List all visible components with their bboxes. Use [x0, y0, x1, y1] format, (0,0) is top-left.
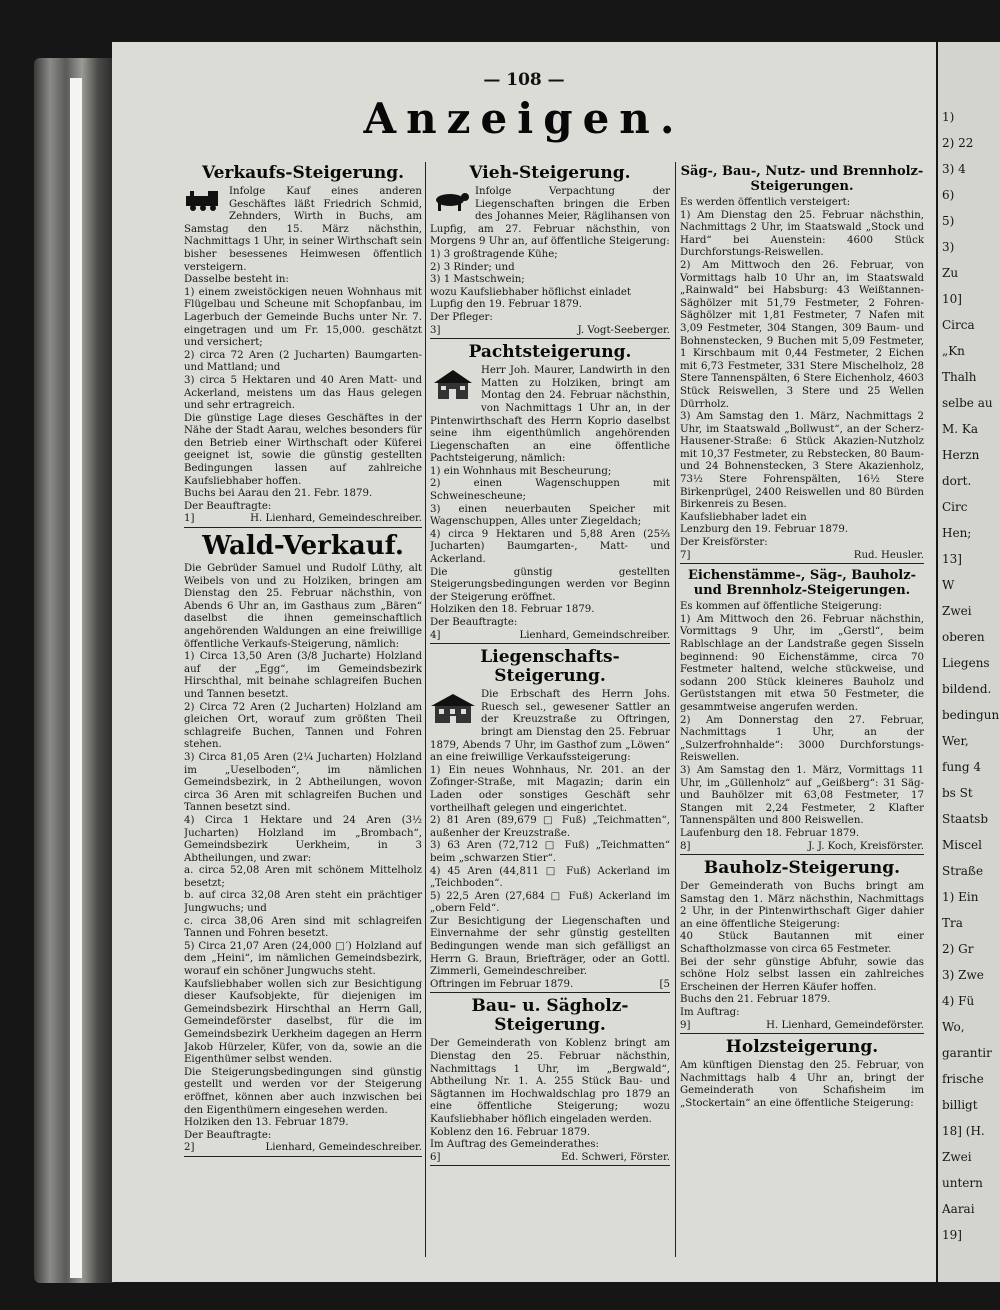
ad-body: Infolge Verpachtung der Liegenschaften bringen die Erben des Johannes Meier, Räglihansen von Lupfig, am 27. Februar nächsthin, von Morgens 9 Uhr an, auf öffentliche Steigerung: 1) 3 großtragende Kühe; 2) 3 Rinder; und 3) 1 Mastschwein; wozu Kaufsliebhaber höflichst einladet Lupfig den 19. Februar 1879. Der Pfleger:: [430, 186, 670, 323]
ad-body: Die Erbschaft des Herrn Johs. Ruesch sel., gewesener Sattler an der Kreuzstraße zu Oftringen, bringt am Dienstag den 25. Februar 1879, Abends 7 Uhr, im Gasthof zum „Löwen“ an eine freiwillige Verkaufssteigerung: 1) Ein neues Wohnhaus, Nr. 201. an der Zofinger-Straße, mit Magazin; darin ein Laden oder sonstiges Geschäft sehr vortheilhaft gelegen und eingerichtet. 2) 81 Aren (89,679 □ Fuß) „Teichmatten“, außenher der Kreuzstraße. 3) 63 Aren (72,712 □ Fuß) „Teichmatten“ beim „schwarzen Stier“. 4) 45 Aren (44,811 □ Fuß) Ackerland im „Teichboden“. 5) 22,5 Aren (27,684 □ Fuß) Ackerland im „obern Feld“. Zur Besichtigung der Liegenschaften und Einvernahme der sehr günstig gestellten Bedingungen wende man sich gefälligst an Herrn G. Braun, Briefträger, oder an Gottl. Zimmerli, Gemeindeschreiber.: [430, 689, 670, 978]
ad-body: Es kommen auf öffentliche Steigerung: 1) Am Mittwoch den 26. Februar nächsthin, Vormittags 9 Uhr, im „Gerstl“, beim Rablschlage an der Landstraße gegen Sisseln beginnend: 90 Eichenstämme, circa 70 Festmeter haltend, welche stückweise, und sodann 200 Stück kleineres Bauholz und Gerüststangen mit etwa 50 Festmeter, die gesammtweise angerufen werden. 2) Am Donnerstag den 27. Februar, Nachmittags 1 Uhr, an der „Sulzerfrohnhalde“: 3000 Durchforstungs-Reiswellen. 3) Am Samstag den 1. März, Vormittags 11 Uhr, im „Güllenholz“ auf „Geißberg“: 31 Säg- und Bauhölzer mit 63,08 Festmeter, 17 Stangen mit 2,24 Festmeter, 2 Klafter Tannenspälten und 800 Reiswellen. Laufenburg den 18. Februar 1879.: [680, 601, 924, 839]
next-page-fragment: 5): [942, 214, 955, 228]
next-page-fragment: Miscel: [942, 838, 982, 852]
ad-number: 7]: [680, 549, 691, 561]
ad-signature: H. Lienhard, Gemeindeschreiber.: [250, 513, 422, 525]
next-page-fragment: Staatsb: [942, 812, 989, 826]
advertisement: [430, 164, 670, 339]
next-page-fragment: untern: [942, 1176, 983, 1190]
ad-footer: [184, 513, 422, 528]
ad-body: Infolge Kauf eines anderen Geschäftes läßt Friedrich Schmid, Zehnders, Wirth in Buchs, am Samstag den 15. März nächsthin, Nachmittags 1 Uhr, in seiner Wirthschaft sein bisher besessenes Heimwesen öffentlich versteigern. Dasselbe besteht in: 1) einem zweistöckigen neuen Wohnhaus mit Flügelbau und Scheune mit Schopfanbau, im Lagerbuch der Gemeinde Buchs unter Nr. 7. eingetragen und um Fr. 15,000. geschätzt und versichert; 2) circa 72 Aren (2 Jucharten) Baumgarten- und Mattland; und 3) circa 5 Hektaren und 40 Aren Matt- und Ackerland, meistens um das Haus gelegen und sehr ertragreich. Die günstige Lage dieses Geschäftes in der Nähe der Stadt Aarau, welches besonders für den Betrieb einer Wirthschaft oder Küferei geeignet ist, sowie die günstig gestellten Bedingungen lassen auf zahlreiche Kaufsliebhaber hoffen. Buchs bei Aarau den 21. Febr. 1879. Der Beauftragte:: [184, 186, 422, 512]
next-page-fragment: 2) 22: [942, 136, 974, 150]
next-page-fragment: Tra: [942, 916, 963, 930]
ad-column-3: [680, 160, 924, 1255]
next-page-fragment: 1): [942, 110, 955, 124]
next-page-fragment: 10]: [942, 292, 962, 306]
next-page-fragment: Liegens: [942, 656, 990, 670]
ad-column-1: [184, 160, 422, 1255]
next-page-fragment: Thalh: [942, 370, 977, 384]
ad-title: Säg-, Bau-, Nutz- und Brennholz-Steigerungen.: [680, 164, 924, 194]
next-page-fragment: garantir: [942, 1046, 992, 1060]
ad-body: Herr Joh. Maurer, Landwirth in den Matten zu Holziken, bringt am Montag den 24. Februar nächsthin, von Nachmittags 1 Uhr an, in der Pintenwirthschaft des Herrn Koprio daselbst seine ihm eigenthümlich angehörenden Liegenschaften an eine öffentliche Pachtsteigerung, nämlich: 1) ein Wohnhaus mit Bescheurung; 2) einen Wagenschuppen mit Schweinescheune; 3) einen neuerbauten Speicher mit Wagenschuppen, Alles unter Ziegeldach; 4) circa 9 Hektaren und 5,88 Aren (25⅔ Jucharten) Baumgarten-, Matt- und Ackerland. Die günstig gestellten Steigerungsbedingungen werden vor Beginn der Steigerung eröffnet. Holziken den 18. Februar 1879. Der Beauftragte:: [430, 365, 670, 628]
ad-footer: [184, 1142, 422, 1157]
next-page-fragment: Zwei: [942, 1150, 972, 1164]
ad-number: Oftringen im Februar 1879.: [430, 978, 574, 990]
next-page-fragment: 3) 4: [942, 162, 966, 176]
next-page-fragment: Wer,: [942, 734, 969, 748]
ad-footer: [680, 550, 924, 565]
next-page-fragment: 1) Ein: [942, 890, 979, 904]
ad-number: 9]: [680, 1019, 691, 1031]
newspaper-page: [112, 42, 936, 1282]
ad-title: Bau- u. Sägholz-Steigerung.: [471, 996, 629, 1036]
next-page-fragment: billigt: [942, 1098, 978, 1112]
ad-title: Verkaufs-Steigerung.: [201, 163, 405, 183]
next-page-fragment: 3) Zwe: [942, 968, 984, 982]
bookmark-ribbon: [70, 78, 82, 1278]
page-headline: Anzeigen.: [363, 94, 685, 143]
ad-body: Die Gebrüder Samuel und Rudolf Lüthy, alt Weibels von und zu Holziken, bringen am Dienstag den 25. Februar nächsthin, von Abends 6 Uhr an, im Gasthaus zum „Bären“ daselbst die ihnen gemeinschaftlich angehörenden Waldungen an eine freiwillige öffentliche Verkaufs-Steigerung, nämlich: 1) Circa 13,50 Aren (3/8 Jucharte) Holzland auf der „Egg“, im Gemeindsbezirk Hirschthal, mit beinahe schlagreifen Buchen und Tannen besetzt. 2) Circa 72 Aren (2 Jucharten) Holzland am gleichen Ort, worauf zum größten Theil schlagreife Buchen, Tannen und Fohren stehen. 3) Circa 81,05 Aren (2¼ Jucharten) Holzland im „Ueselboden“, im nämlichen Gemeindsbezirk, in 2 Abtheilungen, wovon circa 36 Aren mit schlagreifen Buchen und Tannen besetzt sind. 4) Circa 1 Hektare und 24 Aren (3½ Jucharten) Holzland im „Brombach“, Gemeindsbezirk Uerkheim, in 3 Abtheilungen, und zwar: a. circa 52,08 Aren mit schönem Mittelholz besetzt; b. auf circa 32,08 Aren steht ein prächtiger Jungwuchs; und c. circa 38,06 Aren sind mit schlagreifen Tannen und Fohren besetzt. 5) Circa 21,07 Aren (24,000 □′) Holzland auf dem „Heini“, im nämlichen Gemeindsbezirk, worauf ein schöner Jungwuchs steht. Kaufsliebhaber wollen sich zur Besichtigung dieser Kaufsobjekte, für diejenigen im Gemeindsbezirk Hirschthal an Herrn Gall, Gemeindeförster daselbst, für die im Gemeindsbezirk Uerkheim dagegen an Herrn Jakob Hürzeler, Küfer, von da, sowie an die Eigenthümer selbst wenden. Die Steigerungsbedingungen sind günstig gestellt und werden vor der Steigerung eröffnet, können aber auch inzwischen bei den Eigenthümern eingesehen werden. Holziken den 13. Februar 1879. Der Beauftragte:: [184, 563, 422, 1141]
advertisement: [430, 997, 670, 1166]
next-page-fragment: Herzn: [942, 448, 980, 462]
next-page-fragment: „Kn: [942, 344, 965, 358]
advertisement: [680, 859, 924, 1034]
ad-title: Holzsteigerung.: [725, 1037, 879, 1058]
advertisement: [184, 164, 422, 528]
next-page-fragment: frische: [942, 1072, 984, 1086]
next-page-fragment: Aarai: [942, 1202, 975, 1216]
ad-footer: [680, 1020, 924, 1035]
ad-title: Pachtsteigerung.: [468, 342, 632, 363]
next-page-fragment: 6): [942, 188, 955, 202]
advertisement: [430, 343, 670, 644]
next-page-fragment: fung 4: [942, 760, 982, 774]
next-page-fragment: oberen: [942, 630, 985, 644]
next-page-fragment: 2) Gr: [942, 942, 974, 956]
next-page-fragment: 19]: [942, 1228, 962, 1242]
next-page-fragment: 4) Fü: [942, 994, 975, 1008]
ad-footer: [680, 841, 924, 856]
ad-footer: [430, 325, 670, 340]
next-page-fragment: 13]: [942, 552, 962, 566]
ad-number: 4]: [430, 629, 441, 641]
ad-title: Bauholz-Steigerung.: [703, 858, 901, 879]
ad-signature: J. Vogt-Seeberger.: [577, 324, 670, 336]
ad-column-2: [430, 160, 670, 1255]
ad-footer: [430, 630, 670, 645]
column-rule: [425, 162, 426, 1257]
ad-number: 3]: [430, 324, 441, 336]
ad-title: Eichenstämme-, Säg-, Bauholz- und Brennholz-Steigerungen.: [688, 568, 916, 599]
next-page-fragment: Zwei: [942, 604, 972, 618]
next-page-edge: [938, 42, 1000, 1282]
next-page-fragment: Zu: [942, 266, 959, 280]
ad-number: 6]: [430, 1151, 441, 1163]
advertisement: [680, 164, 924, 564]
next-page-fragment: M. Ka: [942, 422, 979, 436]
ad-signature: J. J. Koch, Kreisförster.: [808, 840, 924, 852]
ad-signature: Ed. Schweri, Förster.: [561, 1151, 670, 1163]
ad-number: 8]: [680, 840, 691, 852]
column-rule: [675, 162, 676, 1257]
next-page-fragment: Wo,: [942, 1020, 965, 1034]
next-page-fragment: Circ: [942, 500, 968, 514]
next-page-fragment: 3): [942, 240, 955, 254]
ad-body: Der Gemeinderath von Koblenz bringt am Dienstag den 25. Februar nächsthin, Nachmittags 1 Uhr, im „Bergwald“, Abtheilung Nr. 1. A. 255 Stück Bau- und Sägtannen im Hochwaldschlag pro 1879 an eine öffentliche Steigerung; wozu Kaufsliebhaber höflich eingeladen werden. Koblenz den 16. Februar 1879. Im Auftrag des Gemeinderathes:: [430, 1038, 670, 1151]
ad-body: Am künftigen Dienstag den 25. Februar, von Nachmittags halb 4 Uhr an, bringt der Gemeinderath von Schafisheim im „Stockertain“ an eine öffentliche Steigerung:: [680, 1060, 924, 1109]
next-page-fragment: Hen;: [942, 526, 972, 540]
next-page-fragment: selbe au: [942, 396, 993, 410]
ad-body: Es werden öffentlich versteigert: 1) Am Dienstag den 25. Februar nächsthin, Nachmittags 2 Uhr, im Staatswald „Stock und Hard“ bei Auenstein: 4600 Stück Durchforstungs-Reiswellen. 2) Am Mittwoch den 26. Februar, von Vormittags halb 10 Uhr an, im Staatswald „Rainwald“ bei Habsburg: 43 Weißtannen-Säghölzer mit 51,79 Festmeter, 2 Fohren-Säghölzer mit 1,81 Festmeter, 7 Nafen mit 3,09 Festmeter, 304 Stangen, 309 Baum- und Bohnenstecken, 9 Buchen mit 5,09 Festmeter, 1 Kirschbaum mit 0,44 Festmeter, 2 Eichen mit 6,73 Festmeter, 331 Stere Mischelholz, 28 Stere Tannenspälten, 6 Stere Eichenholz, 4603 Stück Reiswellen, 3 Stere und 25 Wellen Dürrholz. 3) Am Samstag den 1. März, Nachmittags 2 Uhr, im Staatswald „Bollwust“, an der Scherz-Hausener-Straße: 6 Stück Akazien-Nutzholz mit 10,37 Festmeter, zu Rebstecken, 80 Baum- und 24 Bohnenstecken, 3 Stere Akazienholz, 73½ Stere Fohrenspälten, 16½ Stere Birkenprügel, 2400 Reiswellen und 80 Bürden Birkenreis zu Besen. Kaufsliebhaber ladet ein Lenzburg den 19. Februar 1879. Der Kreisförster:: [680, 197, 924, 549]
ad-number: 1]: [184, 513, 195, 525]
advertisement: [184, 532, 422, 1157]
ad-signature: Lienhard, Gemeindeschreiber.: [265, 1142, 422, 1154]
ad-signature: [5: [659, 978, 670, 990]
ad-footer: [430, 1152, 670, 1167]
ad-number: 2]: [184, 1142, 195, 1154]
advertisement: [430, 648, 670, 993]
advertisement: [680, 568, 924, 855]
next-page-fragment: 18] (H.: [942, 1124, 985, 1138]
next-page-fragment: bs St: [942, 786, 973, 800]
ad-body: Der Gemeinderath von Buchs bringt am Samstag den 1. März nächsthin, Nachmittags 2 Uhr, in der Pintenwirthschaft Giger dahier an eine öffentliche Steigerung: 40 Stück Bautannen mit einer Schaftholzmasse von circa 65 Festmeter. Bei der sehr günstige Abfuhr, sowie das schöne Holz selbst lassen ein zahlreiches Erscheinen der Herren Käufer hoffen. Buchs den 21. Februar 1879. Im Auftrag:: [680, 881, 924, 1019]
ad-signature: Lienhard, Gemeindschreiber.: [519, 629, 670, 641]
next-page-fragment: bildend.: [942, 682, 992, 696]
next-page-fragment: bedingun: [942, 708, 1000, 722]
ad-title: Vieh-Steigerung.: [469, 163, 631, 183]
page-number: — 108 —: [483, 70, 565, 90]
next-page-fragment: W: [942, 578, 955, 592]
ad-title: Wald-Verkauf.: [202, 531, 404, 562]
ad-signature: H. Lienhard, Gemeindeförster.: [766, 1019, 924, 1031]
advertisement: [680, 1038, 924, 1110]
ad-title: Liegenschafts-Steigerung.: [480, 647, 620, 687]
next-page-fragment: dort.: [942, 474, 972, 488]
ad-signature: Rud. Heusler.: [853, 549, 924, 561]
next-page-fragment: Circa: [942, 318, 975, 332]
next-page-fragment: Straße: [942, 864, 984, 878]
ad-footer: [430, 979, 670, 994]
